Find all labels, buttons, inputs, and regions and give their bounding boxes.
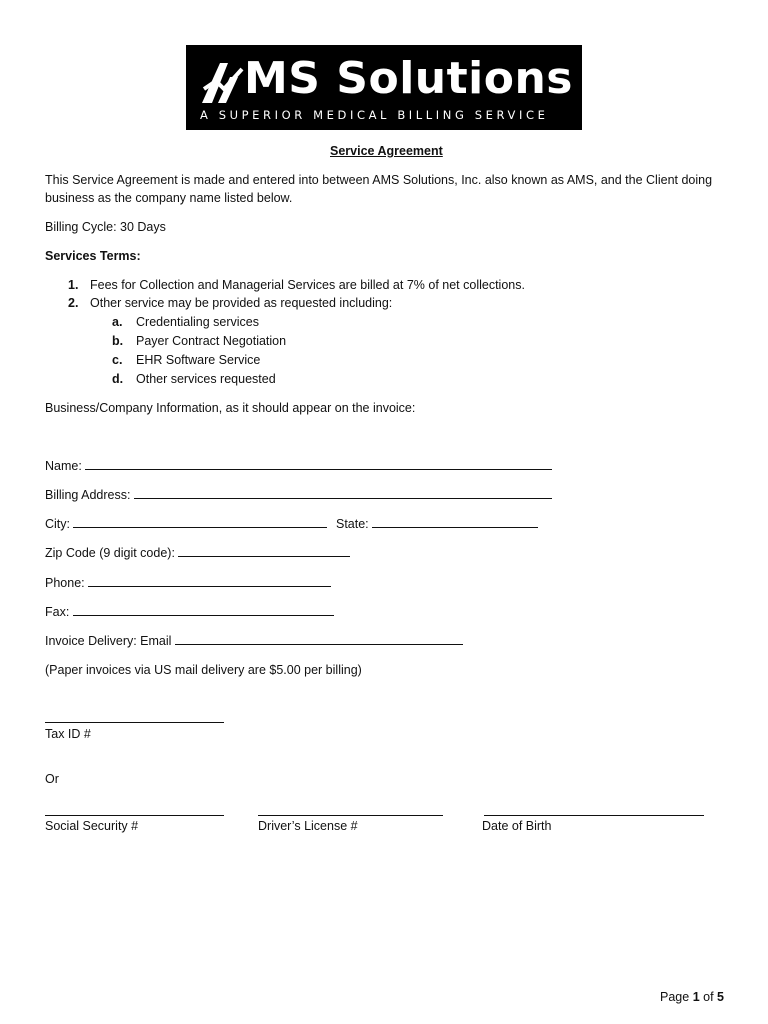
invoice-delivery-field[interactable] — [45, 634, 463, 648]
drivers-license-line[interactable] — [258, 815, 443, 816]
phone-line[interactable] — [88, 576, 331, 587]
state-line[interactable] — [372, 517, 538, 528]
phone-label: Phone: — [45, 576, 85, 590]
fax-line[interactable] — [73, 605, 334, 616]
billing-address-label: Billing Address: — [45, 488, 131, 502]
term-number: 2. — [68, 296, 79, 310]
logo-tagline: A SUPERIOR MEDICAL BILLING SERVICE — [200, 108, 549, 122]
zip-line[interactable] — [178, 546, 350, 557]
subterm-text: Payer Contract Negotiation — [136, 334, 287, 348]
term-text: Fees for Collection and Managerial Services are billed at 7% of net collections. — [90, 278, 525, 292]
subterm-letter: c. — [112, 353, 123, 367]
subterm-text: EHR Software Service — [136, 353, 261, 367]
intro-line-1: This Service Agreement is made and entered into between AMS Solutions, Inc. also known as AMS, and the Client doing — [45, 173, 713, 187]
logo-brand-text: MS Solutions — [244, 53, 573, 104]
invoice-delivery-label: Invoice Delivery: Email — [45, 634, 172, 648]
fax-field[interactable] — [45, 605, 334, 619]
logo-mark-icon — [200, 59, 246, 105]
invoice-email-line[interactable] — [175, 634, 463, 645]
name-label: Name: — [45, 459, 82, 473]
term-text: Other service may be provided as requested including: — [90, 296, 393, 310]
page-of: of — [703, 990, 714, 1004]
state-label: State: — [336, 517, 369, 531]
name-field[interactable] — [45, 459, 552, 473]
zip-label: Zip Code (9 digit code): — [45, 546, 175, 560]
drivers-license-label: Driver’s License # — [258, 819, 358, 833]
tax-id-label: Tax ID # — [45, 727, 91, 741]
billing-address-field[interactable] — [45, 488, 552, 502]
tax-id-line[interactable] — [45, 722, 224, 723]
subterm-letter: d. — [112, 372, 124, 386]
billing-cycle: Billing Cycle: 30 Days — [45, 220, 166, 234]
state-field[interactable] — [336, 517, 538, 531]
subterm-letter: a. — [112, 315, 123, 329]
business-info-label: Business/Company Information, as it should appear on the invoice: — [45, 401, 416, 415]
services-heading: Services Terms: — [45, 249, 141, 263]
page-indicator — [660, 990, 724, 1004]
phone-field[interactable] — [45, 576, 331, 590]
fax-label: Fax: — [45, 605, 70, 619]
subterm-text: Other services requested — [136, 372, 276, 386]
page-label: Page — [660, 990, 690, 1004]
document-title: Service Agreement — [330, 144, 443, 158]
billing-address-line[interactable] — [134, 488, 552, 499]
page-total: 5 — [717, 990, 724, 1004]
name-line[interactable] — [85, 459, 552, 470]
or-label: Or — [45, 772, 59, 786]
zip-field[interactable] — [45, 546, 350, 560]
ssn-label: Social Security # — [45, 819, 139, 833]
dob-label: Date of Birth — [482, 819, 552, 833]
paper-invoice-note: (Paper invoices via US mail delivery are $5.00 per billing) — [45, 663, 362, 677]
city-label: City: — [45, 517, 70, 531]
company-logo — [186, 45, 582, 130]
dob-line[interactable] — [484, 815, 704, 816]
ssn-line[interactable] — [45, 815, 224, 816]
city-line[interactable] — [73, 517, 327, 528]
term-number: 1. — [68, 278, 79, 292]
intro-line-2: business as the company name listed below. — [45, 191, 293, 205]
subterm-letter: b. — [112, 334, 124, 348]
subterm-text: Credentialing services — [136, 315, 259, 329]
page-number: 1 — [692, 990, 700, 1004]
city-field[interactable] — [45, 517, 327, 531]
